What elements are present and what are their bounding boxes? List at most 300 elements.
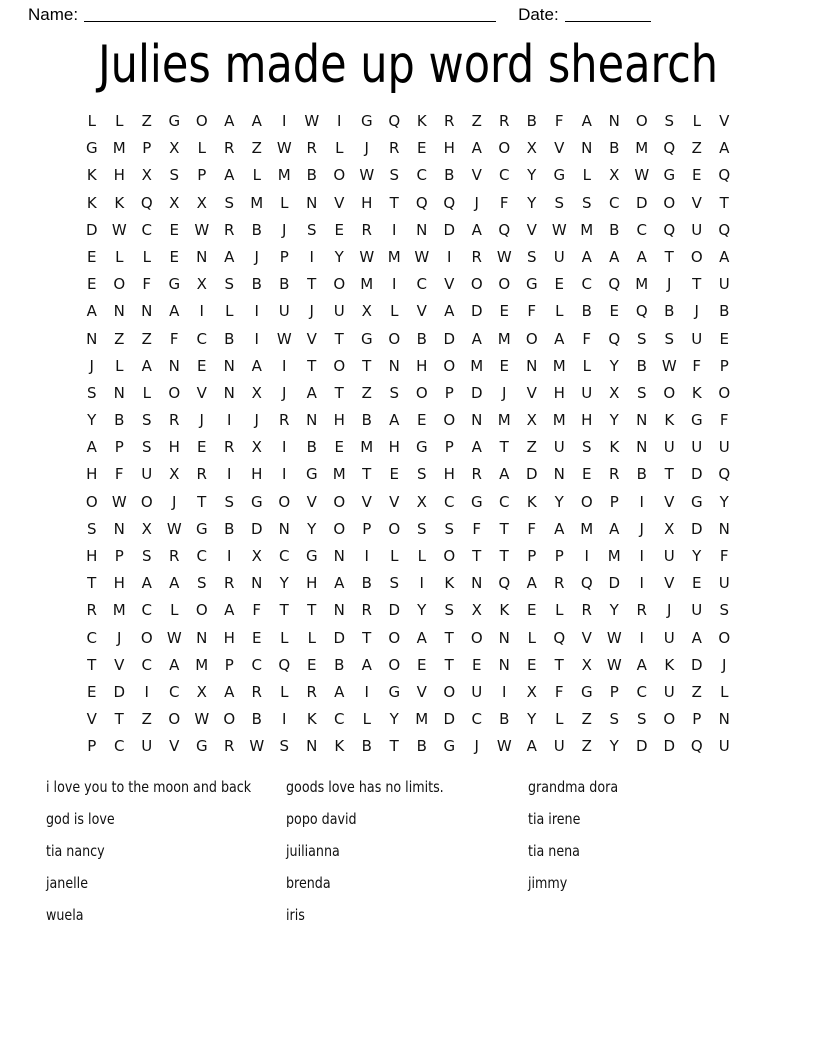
grid-cell[interactable]: R — [471, 247, 482, 266]
grid-cell[interactable]: N — [141, 302, 153, 321]
grid-cell[interactable]: C — [499, 166, 510, 185]
grid-cell[interactable]: G — [195, 519, 208, 538]
grid-cell[interactable]: J — [667, 275, 672, 294]
grid-cell[interactable]: P — [609, 492, 619, 511]
grid-cell[interactable]: U — [718, 574, 730, 593]
grid-cell[interactable]: Q — [388, 112, 401, 130]
grid-cell[interactable]: G — [443, 737, 456, 756]
grid-cell[interactable]: U — [663, 682, 675, 701]
grid-cell[interactable]: O — [388, 655, 401, 674]
grid-cell[interactable]: V — [169, 737, 180, 756]
grid-cell[interactable]: Y — [87, 411, 97, 430]
grid-cell[interactable]: A — [224, 601, 235, 620]
grid-cell[interactable]: K — [691, 383, 702, 402]
grid-cell[interactable]: I — [199, 302, 204, 321]
grid-cell[interactable]: B — [581, 302, 592, 321]
grid-cell[interactable]: U — [553, 438, 565, 457]
grid-cell[interactable]: T — [664, 247, 674, 266]
grid-cell[interactable]: T — [362, 628, 372, 647]
grid-cell[interactable]: I — [364, 682, 369, 701]
grid-cell[interactable]: X — [526, 682, 537, 701]
grid-cell[interactable]: U — [718, 737, 730, 756]
grid-cell[interactable]: Q — [498, 574, 511, 593]
grid-cell[interactable]: X — [169, 465, 180, 484]
grid-cell[interactable]: I — [392, 220, 397, 239]
grid-cell[interactable]: N — [553, 465, 565, 484]
grid-cell[interactable]: G — [553, 166, 566, 185]
grid-cell[interactable]: U — [691, 220, 703, 239]
grid-cell[interactable]: P — [197, 166, 207, 185]
grid-cell[interactable]: W — [276, 329, 292, 348]
grid-cell[interactable]: G — [690, 492, 703, 511]
grid-cell[interactable]: T — [362, 465, 372, 484]
grid-cell[interactable]: Y — [527, 193, 537, 212]
grid-cell[interactable]: T — [719, 193, 729, 212]
grid-cell[interactable]: Y — [609, 601, 619, 620]
grid-cell[interactable]: S — [636, 710, 647, 729]
grid-cell[interactable]: Q — [608, 275, 621, 294]
grid-cell[interactable]: E — [169, 220, 179, 239]
grid-cell[interactable]: Y — [554, 492, 564, 511]
grid-cell[interactable]: S — [141, 438, 152, 457]
grid-cell[interactable]: U — [278, 302, 290, 321]
grid-cell[interactable]: A — [471, 139, 482, 158]
grid-cell[interactable]: R — [224, 438, 235, 457]
word-list-item[interactable]: wuela — [46, 906, 84, 924]
grid-cell[interactable]: C — [416, 166, 427, 185]
grid-cell[interactable]: O — [525, 329, 538, 348]
grid-cell[interactable]: I — [282, 438, 287, 457]
grid-cell[interactable]: L — [720, 682, 729, 701]
grid-cell[interactable]: O — [278, 492, 291, 511]
grid-cell[interactable]: G — [360, 329, 373, 348]
grid-cell[interactable]: I — [144, 682, 149, 701]
grid-cell[interactable]: X — [609, 383, 620, 402]
grid-cell[interactable]: E — [307, 655, 317, 674]
word-list-item[interactable]: iris — [286, 906, 305, 924]
grid-cell[interactable]: J — [364, 139, 369, 158]
grid-cell[interactable]: M — [332, 465, 346, 484]
grid-cell[interactable]: Q — [718, 166, 731, 185]
grid-cell[interactable]: A — [141, 356, 152, 375]
grid-cell[interactable]: W — [496, 247, 512, 266]
grid-cell[interactable]: X — [581, 655, 592, 674]
grid-cell[interactable]: W — [359, 166, 375, 185]
grid-cell[interactable]: L — [252, 166, 261, 185]
grid-cell[interactable]: B — [114, 411, 125, 430]
grid-cell[interactable]: A — [526, 574, 537, 593]
grid-cell[interactable]: R — [224, 737, 235, 756]
grid-cell[interactable]: N — [718, 710, 730, 729]
word-list-item[interactable]: juilianna — [286, 842, 340, 860]
grid-cell[interactable]: O — [388, 519, 401, 538]
word-list-item[interactable]: tia nancy — [46, 842, 105, 860]
grid-cell[interactable]: Z — [691, 139, 702, 158]
grid-cell[interactable]: S — [581, 193, 592, 212]
grid-cell[interactable]: D — [470, 302, 483, 321]
grid-cell[interactable]: O — [443, 411, 456, 430]
grid-cell[interactable]: N — [333, 601, 345, 620]
grid-cell[interactable]: V — [581, 628, 592, 647]
grid-cell[interactable]: I — [639, 574, 644, 593]
grid-cell[interactable]: T — [692, 275, 702, 294]
grid-cell[interactable]: W — [551, 220, 567, 239]
grid-cell[interactable]: H — [581, 411, 593, 430]
grid-cell[interactable]: A — [554, 519, 565, 538]
grid-cell[interactable]: C — [636, 682, 647, 701]
grid-cell[interactable]: Z — [251, 139, 262, 158]
grid-cell[interactable]: L — [390, 547, 399, 565]
grid-cell[interactable]: T — [362, 356, 372, 375]
grid-cell[interactable]: M — [635, 139, 649, 158]
grid-cell[interactable]: P — [554, 547, 564, 565]
grid-cell[interactable]: R — [499, 112, 510, 130]
grid-cell[interactable]: A — [334, 574, 345, 593]
grid-cell[interactable]: X — [169, 193, 180, 212]
grid-cell[interactable]: Q — [140, 193, 153, 212]
grid-cell[interactable]: F — [527, 302, 537, 321]
grid-cell[interactable]: E — [692, 166, 702, 185]
grid-cell[interactable]: W — [111, 492, 127, 511]
grid-cell[interactable]: T — [87, 655, 97, 674]
grid-cell[interactable]: L — [87, 112, 96, 130]
grid-cell[interactable]: H — [443, 139, 455, 158]
grid-cell[interactable]: A — [224, 166, 235, 185]
grid-cell[interactable]: S — [554, 193, 565, 212]
grid-cell[interactable]: V — [86, 710, 97, 729]
grid-cell[interactable]: K — [86, 166, 97, 185]
grid-cell[interactable]: K — [664, 655, 675, 674]
grid-cell[interactable]: A — [334, 682, 345, 701]
grid-cell[interactable]: I — [282, 710, 287, 729]
grid-cell[interactable]: G — [388, 682, 401, 701]
grid-cell[interactable]: A — [691, 628, 702, 647]
grid-cell[interactable]: I — [584, 547, 589, 565]
grid-cell[interactable]: N — [223, 356, 235, 375]
grid-cell[interactable]: Y — [609, 411, 619, 430]
grid-cell[interactable]: M — [580, 519, 594, 538]
grid-cell[interactable]: A — [609, 519, 620, 538]
grid-cell[interactable]: X — [416, 492, 427, 511]
grid-cell[interactable]: L — [142, 247, 151, 266]
grid-cell[interactable]: B — [719, 302, 730, 321]
grid-cell[interactable]: K — [334, 737, 345, 756]
grid-cell[interactable]: Y — [334, 247, 344, 266]
grid-cell[interactable]: N — [278, 519, 290, 538]
grid-cell[interactable]: R — [279, 411, 290, 430]
grid-cell[interactable]: Z — [141, 710, 152, 729]
grid-cell[interactable]: C — [141, 655, 152, 674]
grid-cell[interactable]: W — [304, 112, 320, 130]
grid-cell[interactable]: U — [663, 547, 675, 565]
grid-cell[interactable]: K — [306, 710, 317, 729]
grid-cell[interactable]: L — [280, 628, 289, 647]
grid-cell[interactable]: C — [251, 655, 262, 674]
grid-cell[interactable]: L — [307, 628, 316, 647]
grid-cell[interactable]: A — [416, 628, 427, 647]
grid-cell[interactable]: I — [364, 547, 369, 565]
grid-cell[interactable]: S — [609, 710, 620, 729]
grid-cell[interactable]: B — [416, 329, 427, 348]
grid-cell[interactable]: V — [444, 275, 455, 294]
grid-cell[interactable]: J — [282, 383, 287, 402]
grid-cell[interactable]: Y — [307, 519, 317, 538]
grid-cell[interactable]: W — [194, 710, 210, 729]
grid-cell[interactable]: K — [526, 492, 537, 511]
grid-cell[interactable]: H — [168, 438, 180, 457]
grid-cell[interactable]: G — [580, 682, 593, 701]
grid-cell[interactable]: Y — [279, 574, 289, 593]
grid-cell[interactable]: I — [282, 356, 287, 375]
grid-cell[interactable]: Q — [663, 139, 676, 158]
grid-cell[interactable]: T — [499, 438, 509, 457]
grid-cell[interactable]: D — [690, 519, 703, 538]
grid-cell[interactable]: G — [85, 139, 98, 158]
grid-cell[interactable]: A — [581, 247, 592, 266]
grid-cell[interactable]: L — [335, 139, 344, 158]
grid-cell[interactable]: C — [416, 275, 427, 294]
grid-cell[interactable]: A — [581, 112, 592, 130]
grid-cell[interactable]: A — [169, 655, 180, 674]
grid-cell[interactable]: X — [196, 682, 207, 701]
grid-cell[interactable]: E — [252, 628, 262, 647]
grid-cell[interactable]: F — [472, 519, 482, 538]
grid-cell[interactable]: L — [115, 356, 124, 375]
grid-cell[interactable]: V — [334, 193, 345, 212]
grid-cell[interactable]: S — [224, 275, 235, 294]
grid-cell[interactable]: E — [197, 438, 207, 457]
grid-cell[interactable]: T — [444, 628, 454, 647]
grid-cell[interactable]: S — [169, 166, 180, 185]
grid-cell[interactable]: Z — [361, 383, 372, 402]
grid-cell[interactable]: S — [389, 574, 400, 593]
grid-cell[interactable]: H — [553, 383, 565, 402]
grid-cell[interactable]: N — [471, 411, 483, 430]
grid-cell[interactable]: B — [306, 438, 317, 457]
grid-cell[interactable]: L — [582, 166, 591, 185]
grid-cell[interactable]: M — [112, 601, 126, 620]
grid-cell[interactable]: I — [282, 112, 287, 130]
grid-cell[interactable]: A — [389, 411, 400, 430]
grid-cell[interactable]: O — [663, 710, 676, 729]
grid-cell[interactable]: Z — [581, 710, 592, 729]
grid-cell[interactable]: H — [86, 465, 98, 484]
grid-cell[interactable]: D — [470, 383, 483, 402]
grid-cell[interactable]: M — [277, 166, 291, 185]
grid-cell[interactable]: O — [168, 383, 181, 402]
grid-cell[interactable]: X — [471, 601, 482, 620]
grid-cell[interactable]: V — [526, 383, 537, 402]
grid-cell[interactable]: B — [636, 356, 647, 375]
grid-cell[interactable]: C — [636, 220, 647, 239]
grid-cell[interactable]: V — [664, 574, 675, 593]
grid-cell[interactable]: U — [718, 275, 730, 294]
grid-cell[interactable]: D — [690, 465, 703, 484]
grid-cell[interactable]: Q — [278, 655, 291, 674]
grid-cell[interactable]: X — [141, 519, 152, 538]
grid-cell[interactable]: J — [667, 601, 672, 620]
grid-cell[interactable]: A — [471, 438, 482, 457]
grid-cell[interactable]: N — [718, 519, 730, 538]
grid-cell[interactable]: E — [719, 329, 729, 348]
grid-cell[interactable]: D — [443, 329, 456, 348]
grid-cell[interactable]: K — [114, 193, 125, 212]
grid-cell[interactable]: T — [499, 519, 509, 538]
grid-cell[interactable]: R — [224, 574, 235, 593]
grid-cell[interactable]: H — [86, 547, 98, 565]
word-list-item[interactable]: janelle — [46, 874, 89, 892]
grid-cell[interactable]: Q — [663, 220, 676, 239]
grid-cell[interactable]: N — [498, 655, 510, 674]
grid-cell[interactable]: X — [526, 139, 537, 158]
grid-cell[interactable]: A — [499, 465, 510, 484]
grid-cell[interactable]: E — [197, 356, 207, 375]
grid-cell[interactable]: U — [691, 329, 703, 348]
grid-cell[interactable]: M — [580, 220, 594, 239]
grid-cell[interactable]: B — [306, 166, 317, 185]
grid-cell[interactable]: V — [114, 655, 125, 674]
grid-cell[interactable]: X — [196, 275, 207, 294]
grid-cell[interactable]: V — [471, 166, 482, 185]
grid-cell[interactable]: U — [553, 737, 565, 756]
grid-cell[interactable]: W — [496, 737, 512, 756]
grid-cell[interactable]: D — [663, 737, 676, 756]
grid-cell[interactable]: E — [472, 655, 482, 674]
grid-cell[interactable]: J — [172, 492, 177, 511]
grid-cell[interactable]: W — [276, 139, 292, 158]
grid-cell[interactable]: Q — [690, 737, 703, 756]
grid-cell[interactable]: Y — [417, 601, 427, 620]
grid-cell[interactable]: S — [389, 383, 400, 402]
grid-cell[interactable]: L — [197, 139, 206, 158]
grid-cell[interactable]: W — [166, 519, 182, 538]
grid-cell[interactable]: A — [306, 383, 317, 402]
grid-cell[interactable]: P — [692, 710, 702, 729]
grid-cell[interactable]: L — [362, 710, 371, 729]
grid-cell[interactable]: J — [309, 302, 314, 321]
grid-cell[interactable]: H — [306, 574, 318, 593]
grid-cell[interactable]: Y — [609, 737, 619, 756]
grid-cell[interactable]: J — [254, 247, 259, 266]
grid-cell[interactable]: X — [251, 383, 262, 402]
grid-cell[interactable]: I — [227, 547, 232, 565]
grid-cell[interactable]: P — [527, 547, 537, 565]
grid-cell[interactable]: V — [361, 492, 372, 511]
grid-cell[interactable]: T — [307, 356, 317, 375]
grid-cell[interactable]: D — [690, 655, 703, 674]
grid-cell[interactable]: C — [581, 275, 592, 294]
grid-cell[interactable]: E — [582, 465, 592, 484]
word-list-item[interactable]: grandma dora — [528, 778, 619, 796]
grid-cell[interactable]: S — [664, 329, 675, 348]
grid-cell[interactable]: H — [113, 166, 125, 185]
grid-cell[interactable]: W — [606, 628, 622, 647]
grid-cell[interactable]: B — [334, 655, 345, 674]
grid-cell[interactable]: T — [279, 601, 289, 620]
grid-cell[interactable]: C — [444, 492, 455, 511]
grid-cell[interactable]: G — [250, 492, 263, 511]
grid-cell[interactable]: W — [661, 356, 677, 375]
grid-cell[interactable]: S — [224, 193, 235, 212]
grid-cell[interactable]: P — [362, 519, 372, 538]
grid-cell[interactable]: X — [196, 193, 207, 212]
grid-cell[interactable]: A — [719, 247, 730, 266]
grid-cell[interactable]: A — [361, 655, 372, 674]
grid-cell[interactable]: L — [582, 356, 591, 375]
grid-cell[interactable]: G — [168, 275, 181, 294]
grid-cell[interactable]: Y — [527, 710, 537, 729]
grid-cell[interactable]: V — [196, 383, 207, 402]
grid-cell[interactable]: H — [113, 574, 125, 593]
grid-cell[interactable]: S — [636, 329, 647, 348]
grid-cell[interactable]: G — [663, 166, 676, 185]
grid-cell[interactable]: Q — [580, 574, 593, 593]
grid-cell[interactable]: Y — [389, 710, 399, 729]
grid-cell[interactable]: I — [639, 492, 644, 511]
grid-cell[interactable]: L — [225, 302, 234, 321]
grid-cell[interactable]: W — [606, 655, 622, 674]
grid-cell[interactable]: A — [444, 302, 455, 321]
grid-cell[interactable]: B — [224, 519, 235, 538]
grid-cell[interactable]: T — [197, 492, 207, 511]
grid-cell[interactable]: E — [609, 302, 619, 321]
grid-cell[interactable]: D — [635, 193, 648, 212]
grid-cell[interactable]: I — [337, 112, 342, 130]
grid-cell[interactable]: S — [141, 411, 152, 430]
grid-cell[interactable]: D — [525, 465, 538, 484]
word-list-item[interactable]: jimmy — [528, 874, 568, 892]
grid-cell[interactable]: E — [334, 220, 344, 239]
grid-cell[interactable]: R — [169, 547, 180, 565]
grid-cell[interactable]: J — [474, 193, 479, 212]
grid-cell[interactable]: V — [416, 302, 427, 321]
grid-cell[interactable]: C — [169, 682, 180, 701]
grid-cell[interactable]: N — [223, 383, 235, 402]
grid-cell[interactable]: B — [361, 411, 372, 430]
grid-cell[interactable]: L — [555, 302, 564, 321]
grid-cell[interactable]: N — [306, 737, 318, 756]
grid-cell[interactable]: B — [609, 139, 620, 158]
grid-cell[interactable]: I — [639, 628, 644, 647]
grid-cell[interactable]: Q — [718, 220, 731, 239]
grid-cell[interactable]: F — [252, 601, 262, 620]
grid-cell[interactable]: N — [416, 220, 428, 239]
grid-cell[interactable]: L — [555, 710, 564, 729]
grid-cell[interactable]: A — [719, 139, 730, 158]
grid-cell[interactable]: S — [279, 737, 290, 756]
grid-cell[interactable]: T — [334, 329, 344, 348]
grid-cell[interactable]: C — [141, 220, 152, 239]
grid-cell[interactable]: N — [86, 329, 98, 348]
grid-cell[interactable]: O — [470, 628, 483, 647]
grid-cell[interactable]: M — [360, 275, 374, 294]
grid-cell[interactable]: O — [415, 383, 428, 402]
grid-cell[interactable]: H — [443, 465, 455, 484]
grid-cell[interactable]: C — [609, 193, 620, 212]
grid-cell[interactable]: A — [169, 302, 180, 321]
grid-cell[interactable]: E — [554, 275, 564, 294]
grid-cell[interactable]: X — [251, 438, 262, 457]
grid-cell[interactable]: V — [664, 492, 675, 511]
grid-cell[interactable]: B — [251, 275, 262, 294]
grid-cell[interactable]: A — [224, 682, 235, 701]
grid-cell[interactable]: N — [168, 356, 180, 375]
grid-cell[interactable]: N — [471, 574, 483, 593]
grid-cell[interactable]: I — [639, 547, 644, 565]
grid-cell[interactable]: E — [499, 302, 509, 321]
grid-cell[interactable]: L — [280, 682, 289, 701]
grid-cell[interactable]: X — [526, 411, 537, 430]
